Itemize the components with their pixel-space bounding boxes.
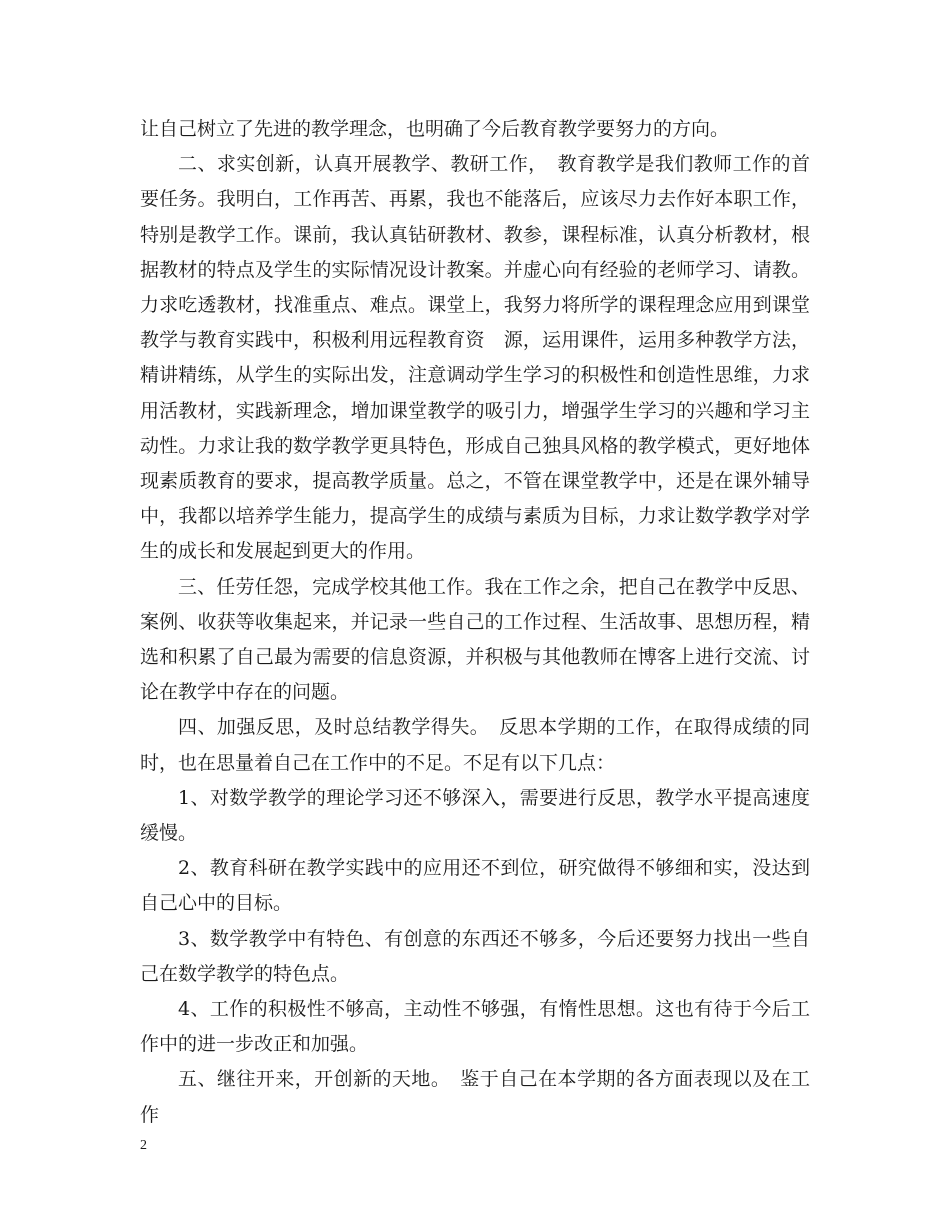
- paragraph-9: 五、继往开来，开创新的天地。 鉴于自己在本学期的各方面表现以及在工作: [140, 1068, 810, 1126]
- paragraph-3: 三、任劳任怨，完成学校其他工作。我在工作之余，把自己在教学中反思、案例、收获等收集起来，并记录一些自己的工作过程、生活故事、思想历程，精选和积累了自己最为需要的信息资源，并积极与其他教师在博客上进行交流、讨论在教学中存在的问题。: [140, 575, 810, 704]
- paragraph-7: 3、数学教学中有特色、有创意的东西还不够多，今后还要努力找出一些自己在数学教学的特色点。: [140, 927, 810, 985]
- document-body: [140, 112, 810, 1133]
- paragraph-2: 二、求实创新，认真开展教学、教研工作， 教育教学是我们教师工作的首要任务。我明白，工作再苦、再累，我也不能落后，应该尽力去作好本职工作，特别是教学工作。课前，我认真钻研教材、教参，课程标准，认真分析教材，根据教材的特点及学生的实际情况设计教案。并虚心向有经验的老师学习、请教。力求吃透教材，找准重点、难点。课堂上，我努力将所学的课程理念应用到课堂教学与教育实践中，积极利用远程教育资 源，运用课件，运用多种教学方法，精讲精练，从学生的实际出发，注意调动学生学习的积极性和创造性思维，力求用活教材，实践新理念，增加课堂教学的吸引力，增强学生学习的兴趣和学习主动性。力求让我的数学教学更具特色，形成自己独具风格的教学模式，更好地体现素质教育的要求，提高教学质量。总之，不管在课堂教学中，还是在课外辅导中，我都以培养学生能力，提高学生的成绩与素质为目标，力求让数学教学对学生的成长和发展起到更大的作用。: [140, 153, 810, 563]
- paragraph-8: 4、工作的积极性不够高，主动性不够强，有惰性思想。这也有待于今后工作中的进一步改正和加强。: [140, 998, 810, 1056]
- paragraph-5: 1、对数学教学的理论学习还不够深入，需要进行反思，教学水平提高速度缓慢。: [140, 786, 810, 845]
- paragraph-1: 让自己树立了先进的教学理念，也明确了今后教育教学要努力的方向。: [140, 118, 730, 140]
- paragraph-6: 2、教育科研在教学实践中的应用还不到位，研究做得不够细和实，没达到自己心中的目标。: [140, 857, 810, 915]
- page-number: 2: [140, 1138, 147, 1153]
- paragraph-4: 四、加强反思，及时总结教学得失。 反思本学期的工作，在取得成绩的同时，也在思量着自己在工作中的不足。不足有以下几点：: [140, 716, 810, 774]
